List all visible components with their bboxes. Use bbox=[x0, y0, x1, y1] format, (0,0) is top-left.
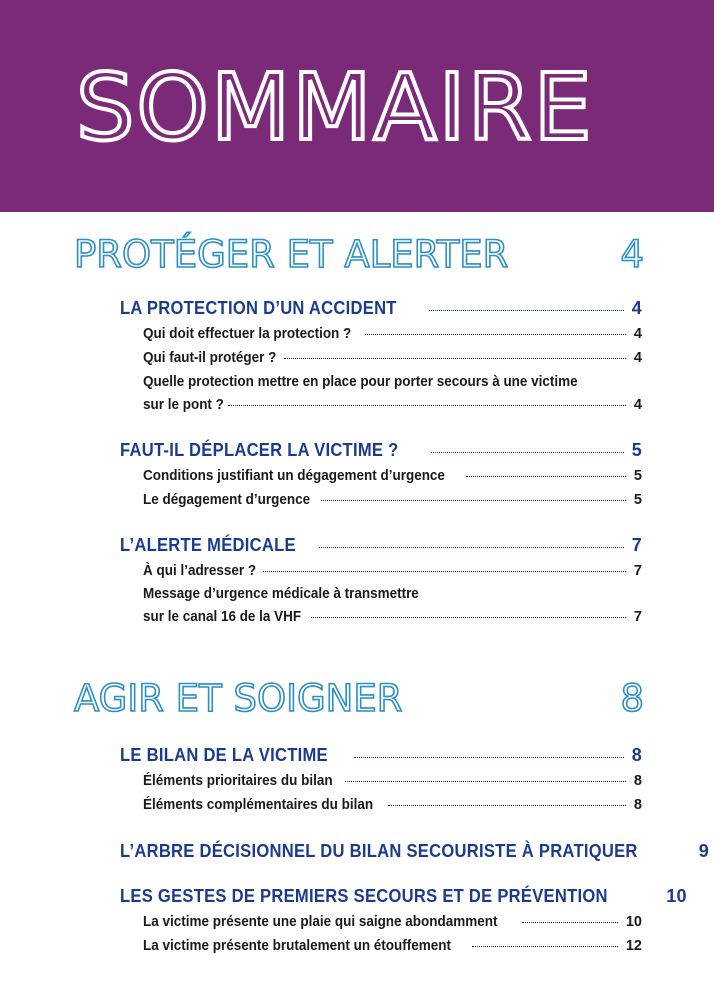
dot-leader bbox=[388, 805, 626, 806]
toc-item-label: Qui doit effectuer la protection ? bbox=[143, 326, 352, 342]
title-banner bbox=[0, 0, 714, 212]
toc-page-number: 12 bbox=[625, 938, 642, 954]
toc-page-number: 4 bbox=[633, 350, 642, 366]
toc-page-number: 4 bbox=[631, 298, 642, 318]
toc-item[interactable] bbox=[143, 492, 642, 508]
toc-item[interactable] bbox=[143, 563, 642, 579]
section-heading-agir[interactable] bbox=[74, 677, 644, 720]
dot-leader bbox=[522, 922, 618, 923]
section-page: 4 bbox=[620, 233, 644, 276]
toc-heading-label: L’ARBRE DÉCISIONNEL DU BILAN SECOURISTE À PRATIQUER bbox=[120, 841, 638, 861]
toc-item-label: sur le pont ? bbox=[143, 397, 224, 413]
toc-page-number: 10 bbox=[666, 886, 687, 906]
toc-heading-bilan[interactable] bbox=[120, 745, 642, 766]
dot-leader bbox=[311, 617, 626, 618]
toc-item-label: Éléments complémentaires du bilan bbox=[143, 797, 374, 813]
dot-leader bbox=[466, 476, 626, 477]
toc-item-first-line[interactable]: Quelle protection mettre en place pour porter secours à une victime bbox=[143, 374, 578, 390]
toc-item-label: À qui l’adresser ? bbox=[143, 563, 257, 579]
toc-item[interactable] bbox=[143, 326, 642, 342]
toc-item[interactable] bbox=[143, 797, 642, 813]
toc-page-number: 7 bbox=[633, 563, 642, 579]
toc-heading-label: LES GESTES DE PREMIERS SECOURS ET DE PRÉVENTION bbox=[120, 886, 608, 906]
section-heading-proteger[interactable] bbox=[74, 233, 644, 276]
toc-page-number: 7 bbox=[631, 535, 642, 555]
toc-heading-gestes[interactable] bbox=[120, 886, 687, 907]
section-title: PROTÉGER ET ALERTER bbox=[74, 233, 509, 276]
dot-leader bbox=[321, 500, 626, 501]
dot-leader bbox=[319, 547, 624, 548]
section-title: AGIR ET SOIGNER bbox=[74, 677, 403, 720]
toc-page-number: 8 bbox=[633, 797, 642, 813]
dot-leader bbox=[365, 334, 626, 335]
toc-page-number: 5 bbox=[633, 468, 642, 484]
toc-item-label: La victime présente brutalement un étouffement bbox=[143, 938, 451, 954]
toc-item[interactable] bbox=[143, 938, 642, 954]
dot-leader bbox=[345, 781, 626, 782]
toc-page-number: 4 bbox=[633, 326, 642, 342]
dot-leader bbox=[431, 452, 624, 453]
toc-heading-arbre[interactable] bbox=[120, 841, 709, 862]
toc-item-label: Le dégagement d’urgence bbox=[143, 492, 311, 508]
toc-item-label: Qui faut-il protéger ? bbox=[143, 350, 277, 366]
toc-item-first-line[interactable]: Message d’urgence médicale à transmettre bbox=[143, 586, 419, 602]
toc-page-number: 7 bbox=[633, 609, 642, 625]
dot-leader bbox=[429, 310, 624, 311]
dot-leader bbox=[228, 405, 626, 406]
toc-heading-deplacer[interactable] bbox=[120, 440, 642, 461]
toc-item[interactable] bbox=[143, 468, 642, 484]
dot-leader bbox=[472, 946, 618, 947]
toc-page-number: 10 bbox=[625, 914, 642, 930]
toc-page-number: 4 bbox=[633, 397, 642, 413]
toc-page-number: 8 bbox=[633, 773, 642, 789]
dot-leader bbox=[284, 358, 626, 359]
toc-heading-protection[interactable] bbox=[120, 298, 642, 319]
toc-heading-label: LA PROTECTION D’UN ACCIDENT bbox=[120, 298, 397, 318]
toc-page-number: 9 bbox=[698, 841, 709, 861]
toc-item[interactable] bbox=[143, 914, 642, 930]
toc-page-number: 5 bbox=[631, 440, 642, 460]
section-page: 8 bbox=[620, 677, 644, 720]
toc-page-number: 8 bbox=[631, 745, 642, 765]
toc-heading-label: L’ALERTE MÉDICALE bbox=[120, 535, 296, 555]
page-title: SOMMAIRE bbox=[76, 54, 594, 161]
toc-page-number: 5 bbox=[633, 492, 642, 508]
toc-item-label: Conditions justifiant un dégagement d’urgence bbox=[143, 468, 445, 484]
toc-heading-label: FAUT-IL DÉPLACER LA VICTIME ? bbox=[120, 440, 399, 460]
toc-heading-label: LE BILAN DE LA VICTIME bbox=[120, 745, 328, 765]
toc-item[interactable] bbox=[143, 397, 642, 413]
toc-item-label: Éléments prioritaires du bilan bbox=[143, 773, 333, 789]
dot-leader bbox=[354, 757, 624, 758]
toc-item[interactable] bbox=[143, 350, 642, 366]
toc-heading-alerte[interactable] bbox=[120, 535, 642, 556]
toc-item[interactable] bbox=[143, 609, 642, 625]
toc-item-label: La victime présente une plaie qui saigne abondamment bbox=[143, 914, 498, 930]
toc-item-label: sur le canal 16 de la VHF bbox=[143, 609, 302, 625]
toc-item[interactable] bbox=[143, 773, 642, 789]
dot-leader bbox=[263, 571, 626, 572]
